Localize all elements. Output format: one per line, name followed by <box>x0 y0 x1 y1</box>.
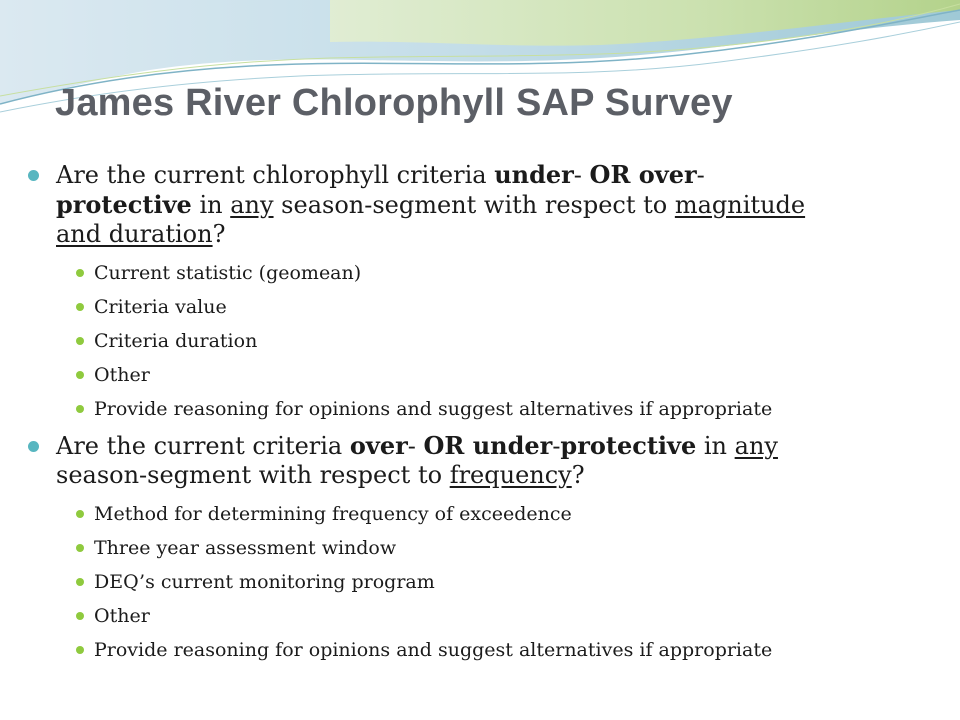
sub-bullet-item: Criteria duration <box>56 329 922 353</box>
sub-bullet-item: Other <box>56 363 922 387</box>
sub-bullet-dot-icon <box>76 269 84 277</box>
bullet-list <box>22 160 922 662</box>
sub-bullet-item: Criteria value <box>56 295 922 319</box>
sub-bullet-item: Current statistic (geomean) <box>56 261 922 285</box>
sub-bullet-item: Provide reasoning for opinions and suggest alternatives if appropriate <box>56 638 922 662</box>
sub-bullet-dot-icon <box>76 371 84 379</box>
bullet-item <box>22 431 922 662</box>
bullet-item <box>22 160 922 421</box>
bullet-content <box>22 160 922 672</box>
sub-bullet-list <box>56 261 922 421</box>
sub-bullet-item: Other <box>56 604 922 628</box>
sub-bullet-dot-icon <box>76 544 84 552</box>
bullet-dot-icon <box>28 170 39 181</box>
sub-bullet-list <box>56 502 922 662</box>
sub-bullet-dot-icon <box>76 578 84 586</box>
bullet-text: Are the current criteria over- OR under-protective in any season-segment with respect to frequency? <box>56 431 778 489</box>
bullet-dot-icon <box>28 441 39 452</box>
bullet-text: Are the current chlorophyll criteria under- OR over- protective in any season-segment with respect to magnitude and duration? <box>56 160 806 248</box>
sub-bullet-item: Three year assessment window <box>56 536 922 560</box>
sub-bullet-dot-icon <box>76 337 84 345</box>
sub-bullet-dot-icon <box>76 510 84 518</box>
slide-title: James River Chlorophyll SAP Survey <box>55 82 733 124</box>
sub-bullet-item: Method for determining frequency of exceedence <box>56 502 922 526</box>
sub-bullet-dot-icon <box>76 612 84 620</box>
sub-bullet-dot-icon <box>76 303 84 311</box>
sub-bullet-dot-icon <box>76 646 84 654</box>
sub-bullet-dot-icon <box>76 405 84 413</box>
sub-bullet-item: DEQ’s current monitoring program <box>56 570 922 594</box>
sub-bullet-item: Provide reasoning for opinions and suggest alternatives if appropriate <box>56 397 922 421</box>
